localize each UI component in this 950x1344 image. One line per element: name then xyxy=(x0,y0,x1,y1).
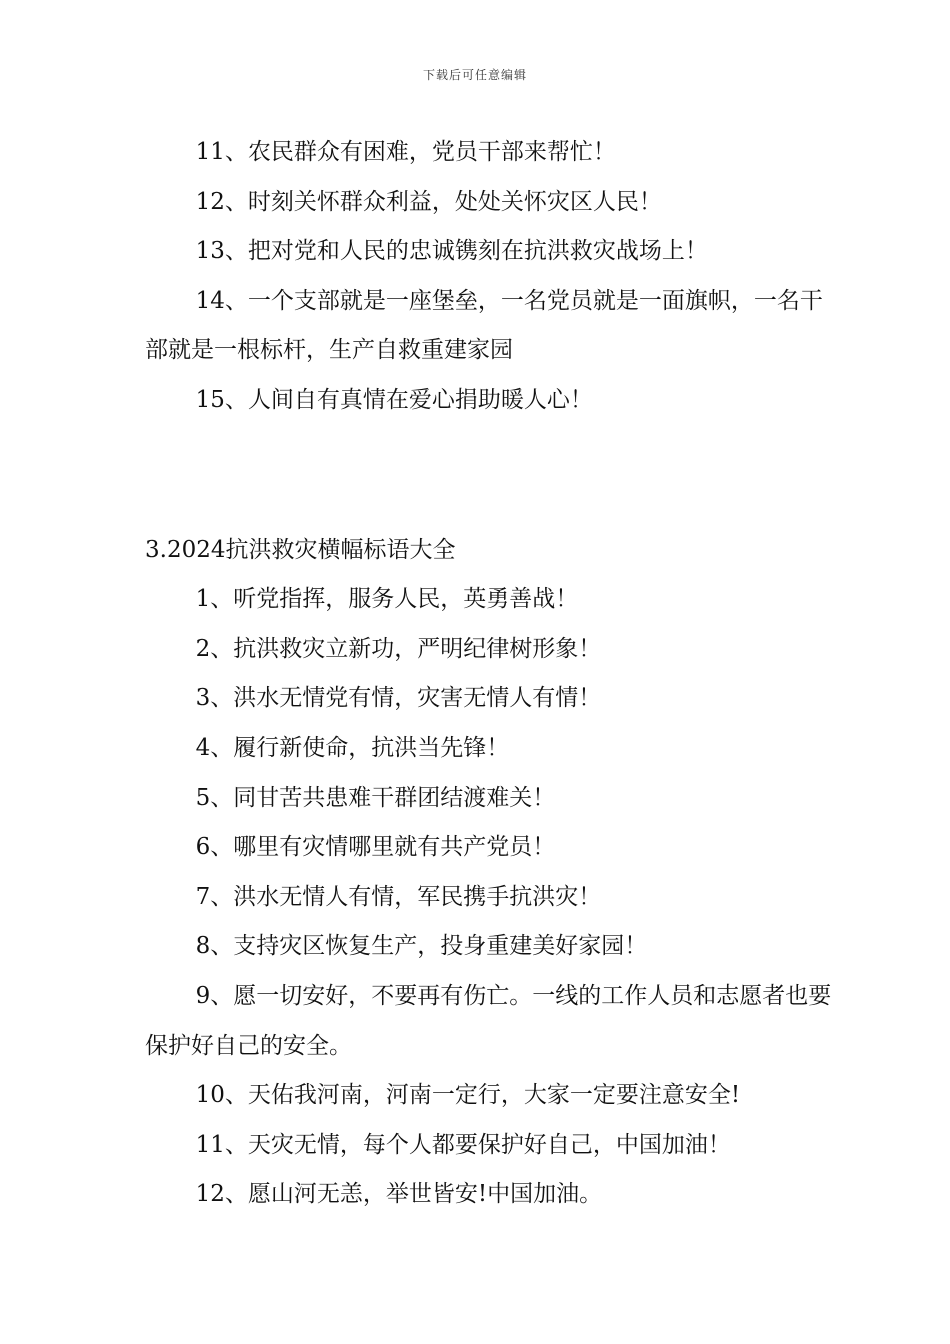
list-item: 12、时刻关怀群众利益，处处关怀灾区人民！ xyxy=(195,188,662,215)
section-gap xyxy=(145,426,835,526)
list-item: 3、洪水无情党有情，灾害无情人有情！ xyxy=(195,685,602,712)
list-item: 11、天灾无情，每个人都要保护好自己，中国加油！ xyxy=(195,1131,731,1158)
section-heading: 3.2024抗洪救灾横幅标语大全 xyxy=(145,536,456,563)
list-item: 5、同甘苦共患难干群团结渡难关！ xyxy=(195,784,556,811)
list-item: 14、一个支部就是一座堡垒，一名党员就是一面旗帜，一名干部就是一根标杆，生产自救重建家园 xyxy=(145,287,823,364)
list-item: 10、天佑我河南，河南一定行，大家一定要注意安全! xyxy=(195,1082,741,1109)
list-item: 9、愿一切安好，不要再有伤亡。一线的工作人员和志愿者也要保护好自己的安全。 xyxy=(145,982,832,1059)
document-body xyxy=(145,128,835,1220)
list-item: 1、听党指挥，服务人民，英勇善战！ xyxy=(195,586,579,613)
list-item: 15、人间自有真情在爱心捐助暖人心！ xyxy=(195,386,593,413)
list-item: 12、愿山河无恙，举世皆安!中国加油。 xyxy=(195,1181,603,1208)
list-item: 13、把对党和人民的忠诚镌刻在抗洪救灾战场上！ xyxy=(195,238,708,265)
list-item: 4、履行新使命，抗洪当先锋！ xyxy=(195,734,510,761)
list-item: 2、抗洪救灾立新功，严明纪律树形象！ xyxy=(195,635,602,662)
list-item: 7、洪水无情人有情，军民携手抗洪灾！ xyxy=(195,883,602,910)
page-header: 下载后可任意编辑 xyxy=(422,68,527,82)
list-item: 11、农民群众有困难，党员干部来帮忙！ xyxy=(195,139,616,165)
list-item: 8、支持灾区恢复生产，投身重建美好家园！ xyxy=(195,933,648,960)
list-item: 6、哪里有灾情哪里就有共产党员！ xyxy=(195,834,556,861)
